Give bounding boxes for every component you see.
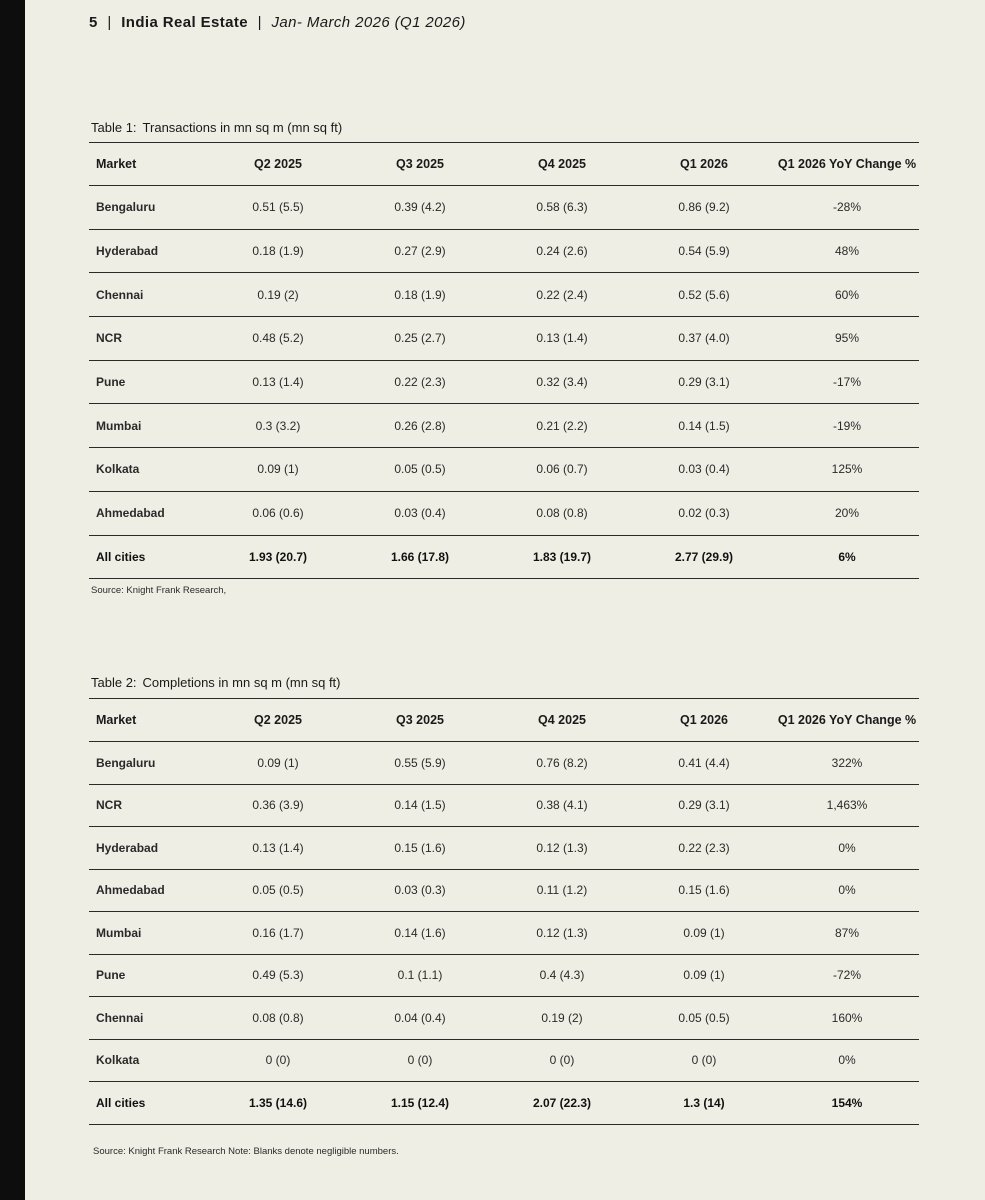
table1-title-text: Transactions in mn sq m (mn sq ft): [142, 120, 343, 135]
table-row: [89, 535, 919, 579]
left-edge-band: [0, 0, 25, 1200]
table-row: [89, 448, 919, 492]
value-cell: 0.22 (2.4): [491, 273, 633, 317]
value-cell: 0.36 (3.9): [207, 784, 349, 827]
table2-title-text: Completions in mn sq m (mn sq ft): [142, 675, 341, 690]
table2-column-header: Q3 2025: [349, 699, 491, 742]
table-row: [89, 869, 919, 912]
value-cell: 0.04 (0.4): [349, 997, 491, 1040]
value-cell: 0.37 (4.0): [633, 317, 775, 361]
value-cell: 0.05 (0.5): [207, 869, 349, 912]
value-cell: 0.25 (2.7): [349, 317, 491, 361]
table-row: [89, 1082, 919, 1125]
value-cell: 0.08 (0.8): [491, 491, 633, 535]
value-cell: 0.13 (1.4): [207, 827, 349, 870]
value-cell: 0.22 (2.3): [349, 360, 491, 404]
value-cell: 0.55 (5.9): [349, 742, 491, 785]
value-cell: 0 (0): [349, 1039, 491, 1082]
table-row: [89, 954, 919, 997]
table2-source: Source: Knight Frank Research Note: Blanks denote negligible numbers.: [93, 1146, 399, 1157]
page-number: 5: [89, 14, 98, 31]
value-cell: 0%: [775, 1039, 919, 1082]
value-cell: 0.09 (1): [207, 742, 349, 785]
value-cell: 160%: [775, 997, 919, 1040]
table-row: [89, 1039, 919, 1082]
value-cell: 0.21 (2.2): [491, 404, 633, 448]
value-cell: 2.77 (29.9): [633, 535, 775, 579]
market-name-cell: All cities: [89, 535, 207, 579]
market-name-cell: Kolkata: [89, 448, 207, 492]
value-cell: 0%: [775, 827, 919, 870]
table1-column-header: Q3 2025: [349, 143, 491, 186]
table1-column-header: Market: [89, 143, 207, 186]
table-row: [89, 186, 919, 230]
market-name-cell: NCR: [89, 317, 207, 361]
market-name-cell: Ahmedabad: [89, 491, 207, 535]
value-cell: 1,463%: [775, 784, 919, 827]
value-cell: -19%: [775, 404, 919, 448]
value-cell: 1.66 (17.8): [349, 535, 491, 579]
value-cell: 48%: [775, 229, 919, 273]
table-row: [89, 827, 919, 870]
value-cell: 2.07 (22.3): [491, 1082, 633, 1125]
market-name-cell: NCR: [89, 784, 207, 827]
value-cell: 0.19 (2): [491, 997, 633, 1040]
market-name-cell: Pune: [89, 954, 207, 997]
value-cell: 87%: [775, 912, 919, 955]
value-cell: 322%: [775, 742, 919, 785]
table-row: [89, 404, 919, 448]
value-cell: 0.19 (2): [207, 273, 349, 317]
value-cell: 0.02 (0.3): [633, 491, 775, 535]
market-name-cell: Bengaluru: [89, 186, 207, 230]
table-row: [89, 491, 919, 535]
value-cell: 0.08 (0.8): [207, 997, 349, 1040]
report-title: India Real Estate: [121, 14, 249, 31]
table1-label: Table 1:: [91, 120, 137, 135]
value-cell: 0.3 (3.2): [207, 404, 349, 448]
value-cell: 0.16 (1.7): [207, 912, 349, 955]
table1-column-header: Q4 2025: [491, 143, 633, 186]
value-cell: 0.29 (3.1): [633, 784, 775, 827]
table-row: [89, 229, 919, 273]
value-cell: 1.83 (19.7): [491, 535, 633, 579]
value-cell: 0.06 (0.7): [491, 448, 633, 492]
transactions-table: [89, 142, 919, 579]
value-cell: 0.32 (3.4): [491, 360, 633, 404]
value-cell: 0.76 (8.2): [491, 742, 633, 785]
value-cell: 0.41 (4.4): [633, 742, 775, 785]
table-row: [89, 317, 919, 361]
value-cell: 0.18 (1.9): [349, 273, 491, 317]
page-header: [89, 14, 466, 31]
value-cell: 0.14 (1.6): [349, 912, 491, 955]
table1-column-header: Q1 2026 YoY Change %: [775, 143, 919, 186]
value-cell: 0.52 (5.6): [633, 273, 775, 317]
table1-column-header: Q2 2025: [207, 143, 349, 186]
value-cell: 0.4 (4.3): [491, 954, 633, 997]
market-name-cell: Chennai: [89, 997, 207, 1040]
value-cell: 0 (0): [207, 1039, 349, 1082]
table2-column-header: Market: [89, 699, 207, 742]
table2-column-header: Q1 2026: [633, 699, 775, 742]
table2-column-header: Q4 2025: [491, 699, 633, 742]
value-cell: 0.18 (1.9): [207, 229, 349, 273]
table2-column-header: Q1 2026 YoY Change %: [775, 699, 919, 742]
value-cell: 0.86 (9.2): [633, 186, 775, 230]
report-period: Jan- March 2026 (Q1 2026): [271, 14, 466, 31]
value-cell: 0.09 (1): [633, 954, 775, 997]
value-cell: 6%: [775, 535, 919, 579]
value-cell: 125%: [775, 448, 919, 492]
market-name-cell: Chennai: [89, 273, 207, 317]
table-row: [89, 273, 919, 317]
table2-title: [91, 675, 341, 690]
market-name-cell: Ahmedabad: [89, 869, 207, 912]
value-cell: 154%: [775, 1082, 919, 1125]
value-cell: 0.48 (5.2): [207, 317, 349, 361]
market-name-cell: Mumbai: [89, 912, 207, 955]
value-cell: 0.26 (2.8): [349, 404, 491, 448]
value-cell: 0.39 (4.2): [349, 186, 491, 230]
table-row: [89, 997, 919, 1040]
value-cell: 0.03 (0.3): [349, 869, 491, 912]
market-name-cell: Mumbai: [89, 404, 207, 448]
table1-source: Source: Knight Frank Research,: [91, 585, 227, 596]
value-cell: 0.22 (2.3): [633, 827, 775, 870]
table1-title: [91, 120, 342, 135]
value-cell: 0.12 (1.3): [491, 827, 633, 870]
value-cell: 0.24 (2.6): [491, 229, 633, 273]
value-cell: 0.1 (1.1): [349, 954, 491, 997]
table2-header-row: [89, 699, 919, 742]
header-separator-2: |: [257, 14, 262, 31]
value-cell: 0 (0): [491, 1039, 633, 1082]
value-cell: 0.15 (1.6): [633, 869, 775, 912]
value-cell: 0.27 (2.9): [349, 229, 491, 273]
value-cell: 0.14 (1.5): [633, 404, 775, 448]
value-cell: 0.49 (5.3): [207, 954, 349, 997]
table-row: [89, 912, 919, 955]
market-name-cell: Bengaluru: [89, 742, 207, 785]
value-cell: 0.03 (0.4): [633, 448, 775, 492]
value-cell: 0.09 (1): [633, 912, 775, 955]
table1-body: [89, 186, 919, 579]
value-cell: 0.09 (1): [207, 448, 349, 492]
value-cell: 0.06 (0.6): [207, 491, 349, 535]
value-cell: 0.15 (1.6): [349, 827, 491, 870]
market-name-cell: All cities: [89, 1082, 207, 1125]
value-cell: 60%: [775, 273, 919, 317]
table2-body: [89, 742, 919, 1125]
value-cell: 0.05 (0.5): [633, 997, 775, 1040]
value-cell: 1.35 (14.6): [207, 1082, 349, 1125]
value-cell: 0.11 (1.2): [491, 869, 633, 912]
value-cell: 0%: [775, 869, 919, 912]
value-cell: 0.54 (5.9): [633, 229, 775, 273]
market-name-cell: Hyderabad: [89, 827, 207, 870]
value-cell: -28%: [775, 186, 919, 230]
value-cell: 0.38 (4.1): [491, 784, 633, 827]
value-cell: 0 (0): [633, 1039, 775, 1082]
value-cell: 0.58 (6.3): [491, 186, 633, 230]
value-cell: 0.12 (1.3): [491, 912, 633, 955]
value-cell: 0.13 (1.4): [207, 360, 349, 404]
value-cell: 0.14 (1.5): [349, 784, 491, 827]
value-cell: 0.05 (0.5): [349, 448, 491, 492]
table-row: [89, 360, 919, 404]
table2-label: Table 2:: [91, 675, 137, 690]
value-cell: -72%: [775, 954, 919, 997]
table2-column-header: Q2 2025: [207, 699, 349, 742]
value-cell: 1.93 (20.7): [207, 535, 349, 579]
table1-column-header: Q1 2026: [633, 143, 775, 186]
value-cell: 0.51 (5.5): [207, 186, 349, 230]
value-cell: 1.15 (12.4): [349, 1082, 491, 1125]
value-cell: 95%: [775, 317, 919, 361]
value-cell: 1.3 (14): [633, 1082, 775, 1125]
table-row: [89, 742, 919, 785]
table2-header: [89, 699, 919, 742]
value-cell: 0.03 (0.4): [349, 491, 491, 535]
value-cell: 20%: [775, 491, 919, 535]
header-separator: |: [107, 14, 112, 31]
value-cell: 0.29 (3.1): [633, 360, 775, 404]
table-row: [89, 784, 919, 827]
market-name-cell: Kolkata: [89, 1039, 207, 1082]
value-cell: -17%: [775, 360, 919, 404]
value-cell: 0.13 (1.4): [491, 317, 633, 361]
table1-header-row: [89, 143, 919, 186]
market-name-cell: Hyderabad: [89, 229, 207, 273]
table1-header: [89, 143, 919, 186]
market-name-cell: Pune: [89, 360, 207, 404]
completions-table: [89, 698, 919, 1125]
